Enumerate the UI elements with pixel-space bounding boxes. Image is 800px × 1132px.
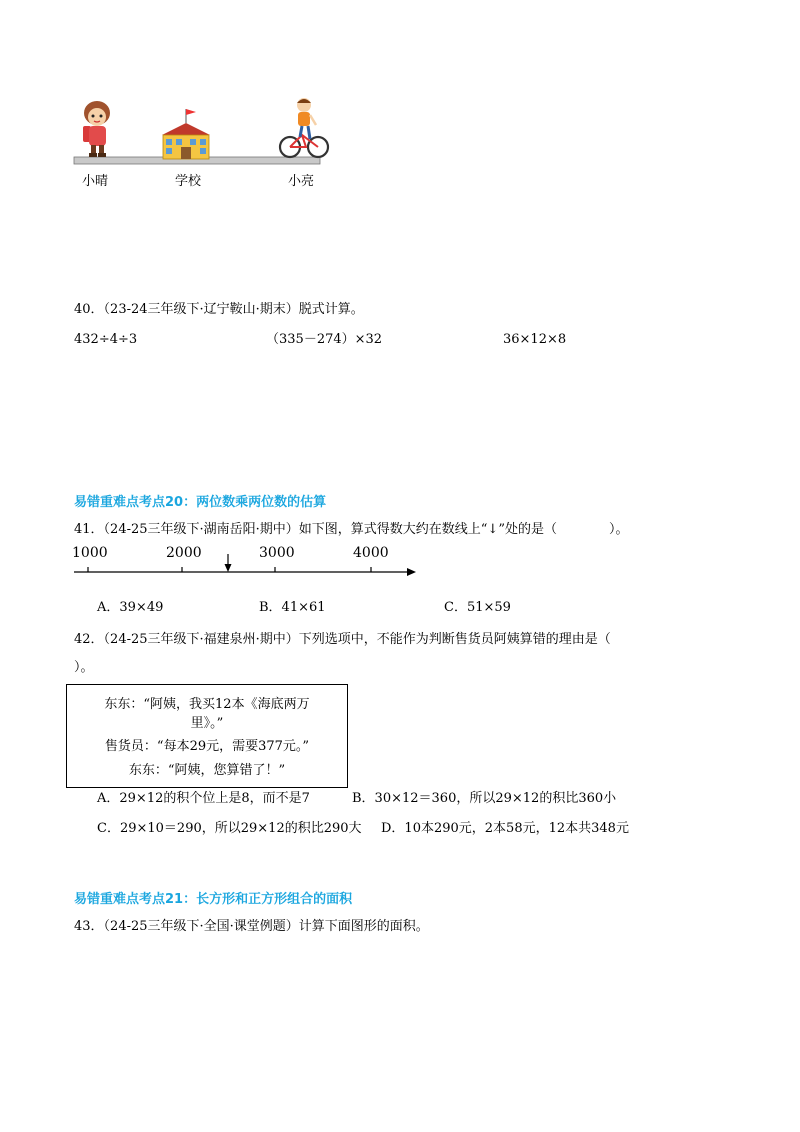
school-building-icon — [162, 109, 210, 159]
question-40-stem: 40．（23-24三年级下·辽宁鞍山·期末）脱式计算。 — [74, 302, 364, 317]
q42-option-b[interactable]: B．30×12＝360，所以29×12的积比360小 — [352, 791, 617, 806]
dialog-line-2: 里》。” — [190, 716, 224, 731]
q41-option-a[interactable]: A．39×49 — [97, 600, 164, 615]
number-line — [70, 542, 430, 584]
figure-label-xiaoliang: 小亮 — [288, 174, 315, 189]
boy-on-bike-icon — [280, 98, 328, 157]
section-21-heading: 易错重难点考点21：长方形和正方形组合的面积 — [74, 892, 353, 907]
figure-label-school: 学校 — [175, 174, 202, 189]
number-line-arrowhead — [407, 568, 416, 576]
tick-label-2000: 2000 — [166, 545, 202, 561]
question-43-stem: 43．（24-25三年级下·全国·课堂例题）计算下面图形的面积。 — [74, 919, 429, 934]
q41-option-c[interactable]: C．51×59 — [444, 600, 511, 615]
q40-expression-1: 432÷4÷3 — [74, 332, 138, 347]
figure-label-xiaoqing: 小晴 — [82, 174, 109, 189]
q40-expression-3: 36×12×8 — [503, 332, 567, 347]
question-42-stem-line1: 42．（24-25三年级下·福建泉州·期中）下列选项中，不能作为判断售货员阿姨算错的理由是（ — [74, 632, 611, 647]
down-arrow-head — [225, 564, 232, 572]
question-41-stem: 41．（24-25三年级下·湖南岳阳·期中）如下图，算式得数大约在数线上“↓”处的是（ ）。 — [74, 522, 629, 537]
section-20-heading: 易错重难点考点20：两位数乘两位数的估算 — [74, 495, 327, 510]
dialog-line-1: 东东：“阿姨，我买12本《海底两万 — [104, 697, 310, 712]
q42-option-d[interactable]: D．10本290元，2本58元，12本共348元 — [381, 821, 629, 836]
question-42-stem-line2: ）。 — [74, 660, 94, 675]
q42-option-a[interactable]: A．29×12的积个位上是8，而不是7 — [97, 791, 310, 806]
tick-label-4000: 4000 — [353, 545, 389, 561]
dialog-line-3: 售货员：“每本29元，需要377元。” — [104, 739, 310, 754]
tick-label-1000: 1000 — [72, 545, 108, 561]
dialog-line-4: 东东：“阿姨，您算错了！” — [128, 763, 286, 778]
q42-option-c[interactable]: C．29×10＝290，所以29×12的积比290大 — [97, 821, 362, 836]
tick-label-3000: 3000 — [259, 545, 295, 561]
q41-option-b[interactable]: B．41×61 — [259, 600, 326, 615]
girl-figure-icon — [83, 101, 110, 157]
dialog-box — [66, 684, 348, 788]
q40-expression-2: （335－274）×32 — [266, 332, 383, 347]
